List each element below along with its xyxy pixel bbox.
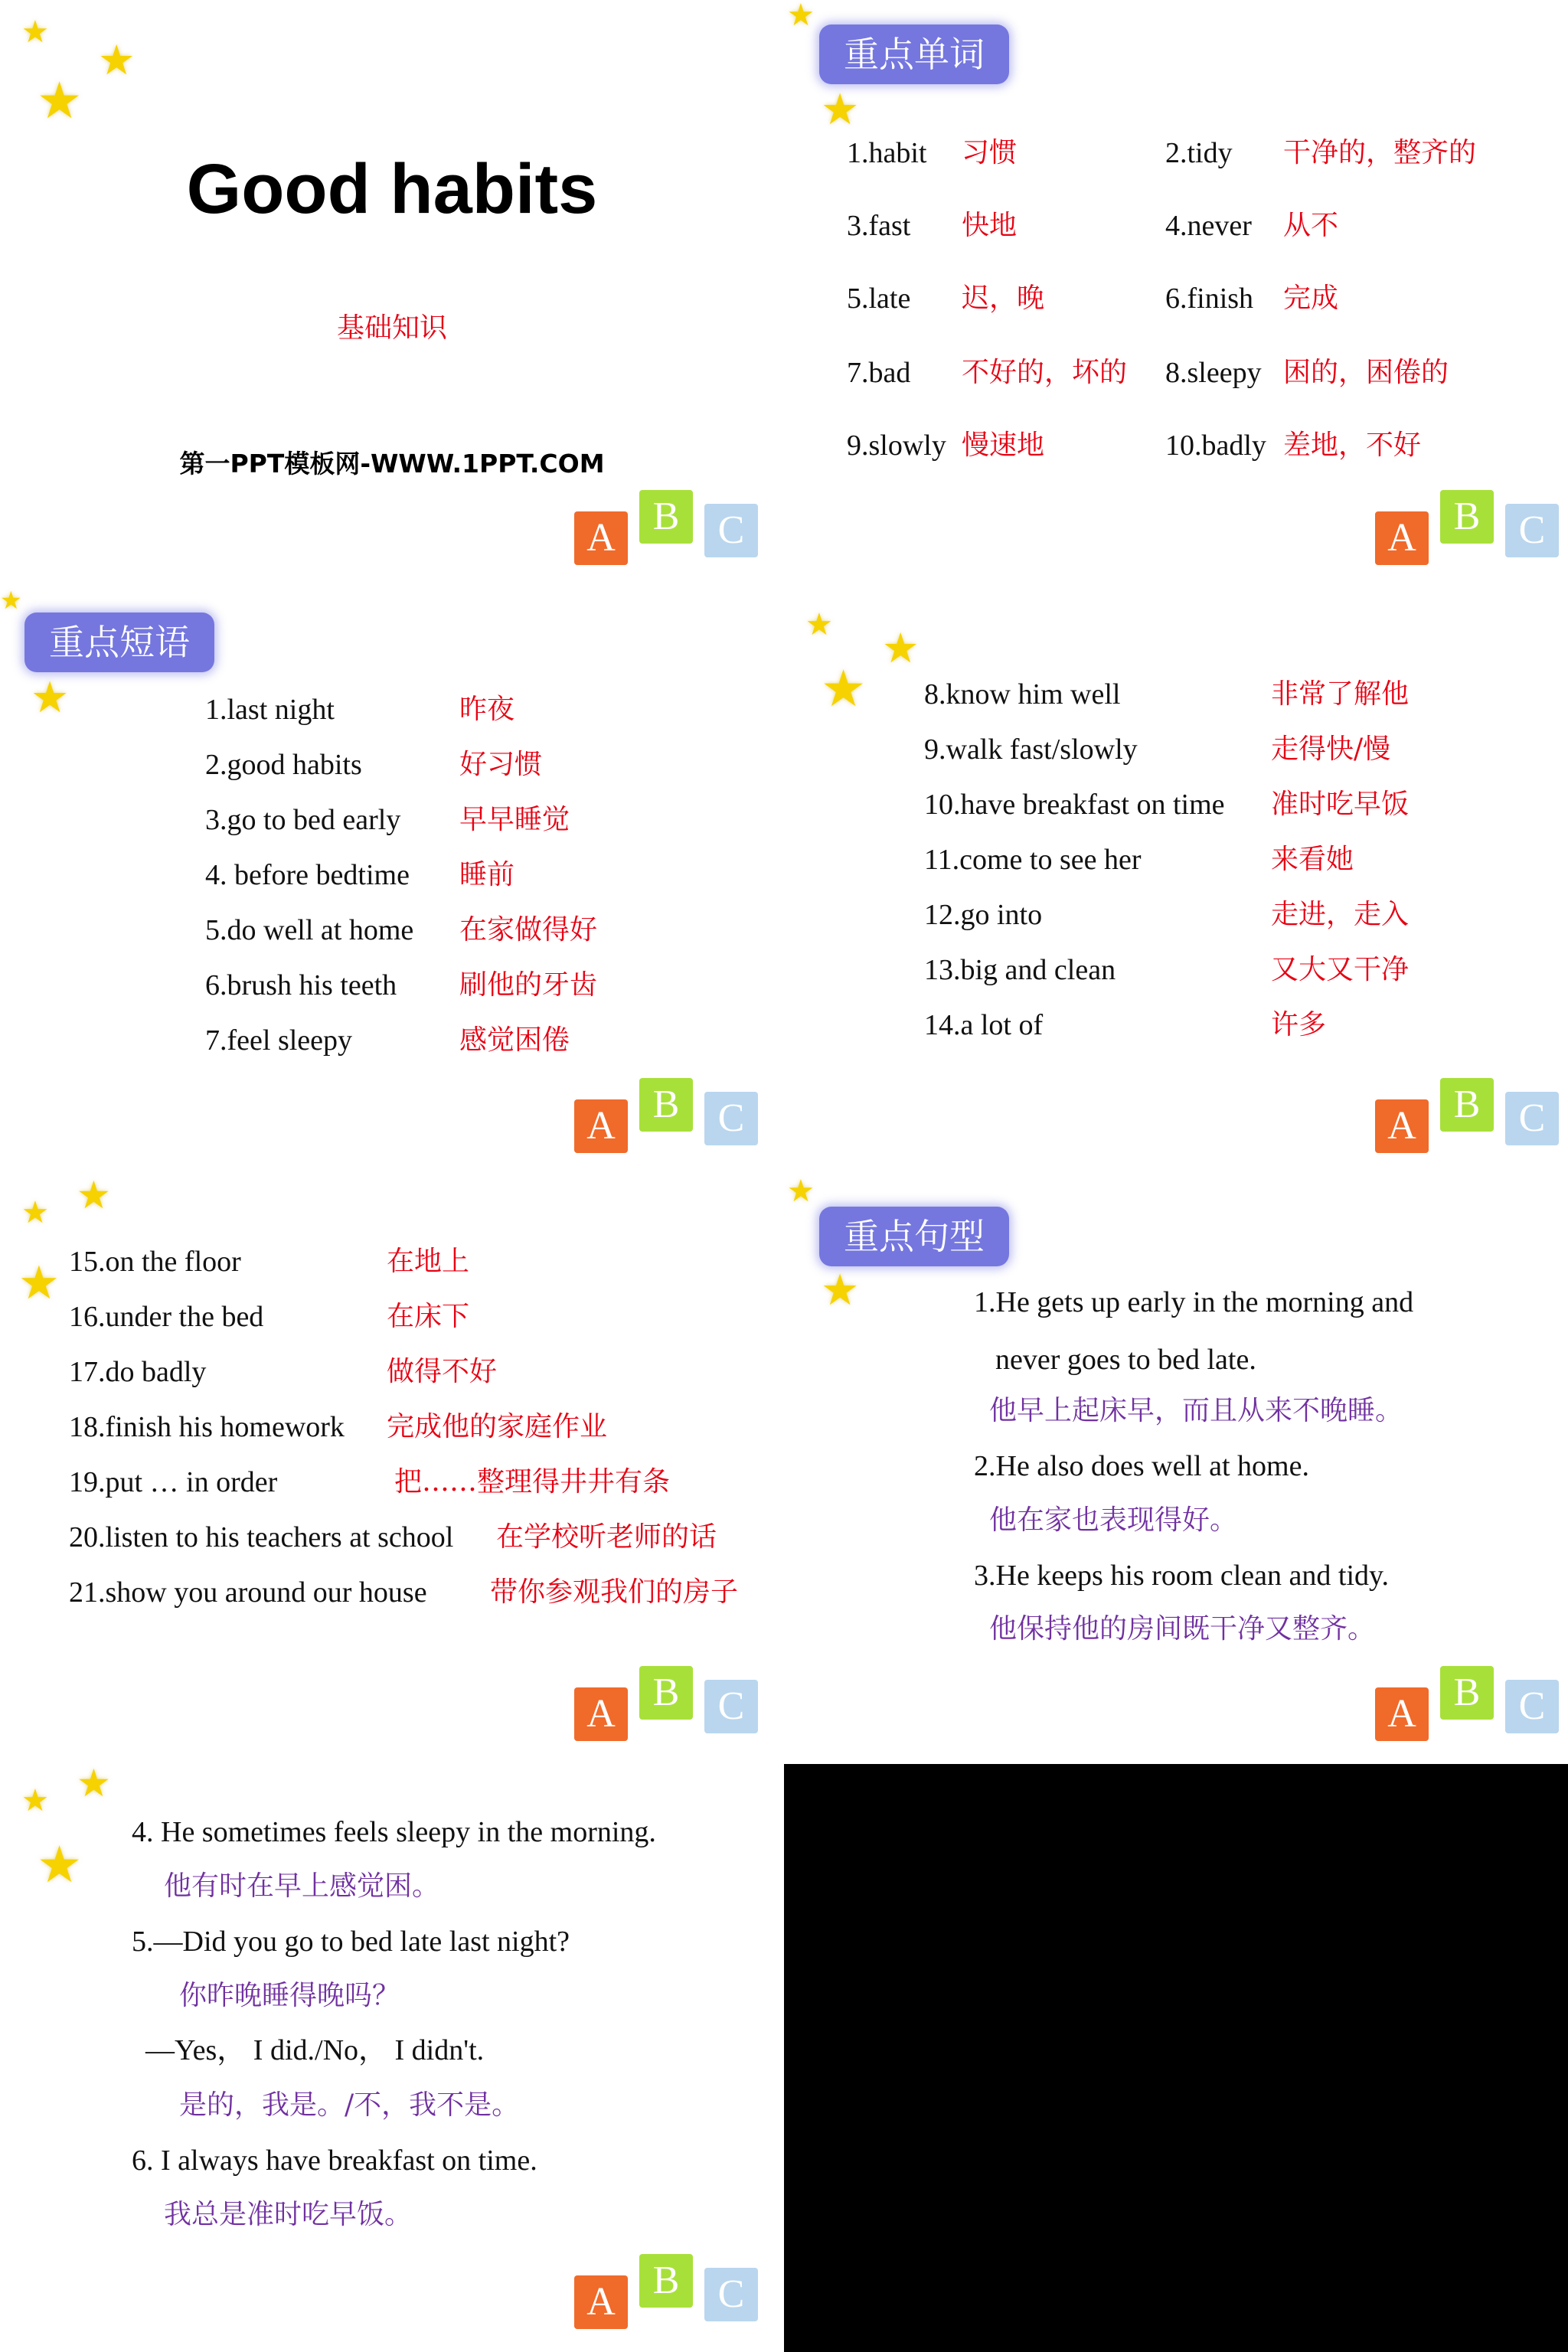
word-english: 9.slowly (847, 430, 946, 462)
sentence-english: 4. He sometimes feels sleepy in the morning. (132, 1816, 656, 1848)
slide-title (0, 0, 784, 588)
phrase-chinese: 睡前 (459, 859, 515, 890)
phrase-english: 12.go into (924, 899, 1043, 931)
star-icon: ★ (37, 74, 83, 129)
phrase-chinese: 刷他的牙齿 (459, 969, 598, 1001)
star-icon: ★ (37, 1838, 83, 1893)
site-watermark: 第一PPT模板网-WWW.1PPT.COM (179, 449, 605, 479)
block-b-icon: B (639, 1078, 693, 1132)
phrase-english: 10.have breakfast on time (924, 789, 1225, 821)
block-b-icon: B (1440, 490, 1494, 544)
star-icon: ★ (882, 626, 920, 671)
phrase-chinese: 在床下 (387, 1301, 470, 1332)
star-icon: ★ (787, 0, 815, 32)
abc-blocks (1375, 1078, 1568, 1162)
star-icon: ★ (821, 1267, 860, 1315)
phrase-chinese: 做得不好 (387, 1356, 498, 1387)
sentence-english: 5.—Did you go to bed late last night? (132, 1926, 570, 1958)
empty-black-area (784, 1764, 1568, 2352)
phrase-english: 9.walk fast/slowly (924, 733, 1138, 766)
block-c-icon: C (704, 1680, 758, 1733)
word-english: 6.finish (1165, 283, 1254, 315)
word-english: 5.late (847, 283, 911, 315)
block-a-icon: A (1375, 1687, 1429, 1741)
word-english: 8.sleepy (1165, 357, 1262, 389)
star-icon: ★ (31, 675, 70, 722)
abc-blocks (574, 490, 773, 574)
phrase-chinese: 完成他的家庭作业 (387, 1411, 608, 1442)
sentence-english: 1.He gets up early in the morning and (974, 1286, 1414, 1318)
slide-title-heading: Good habits (186, 150, 598, 228)
phrase-chinese: 走得快/慢 (1271, 733, 1391, 765)
phrase-chinese: 非常了解他 (1271, 678, 1410, 710)
phrase-english: 14.a lot of (924, 1009, 1044, 1041)
phrase-english: 17.do badly (69, 1356, 207, 1388)
phrase-chinese: 在地上 (387, 1246, 470, 1277)
star-icon: ★ (18, 1258, 60, 1308)
phrase-english: 18.finish his homework (69, 1411, 345, 1443)
word-english: 7.bad (847, 357, 911, 389)
word-english: 2.tidy (1165, 137, 1233, 169)
phrase-english: 2.good habits (205, 749, 362, 781)
word-chinese: 快地 (962, 210, 1018, 241)
word-chinese: 干净的，整齐的 (1283, 137, 1477, 168)
phrase-english: 1.last night (205, 694, 335, 726)
star-icon: ★ (21, 1783, 49, 1818)
block-a-icon: A (1375, 511, 1429, 565)
sentence-chinese: 他早上起床早，而且从来不晚睡。 (989, 1395, 1403, 1426)
phrase-chinese: 把……整理得井井有条 (394, 1466, 671, 1498)
phrase-chinese: 又大又干净 (1271, 954, 1410, 985)
slide-key-sentences-2 (0, 1764, 784, 2352)
phrase-chinese: 许多 (1271, 1009, 1327, 1040)
word-chinese: 习惯 (962, 137, 1018, 168)
word-english: 1.habit (847, 137, 927, 169)
star-icon: ★ (21, 1195, 49, 1230)
slide-key-phrases-2 (784, 588, 1568, 1176)
section-badge: 重点短语 (24, 612, 214, 672)
sentence-english: 3.He keeps his room clean and tidy. (974, 1560, 1390, 1592)
block-c-icon: C (704, 1092, 758, 1145)
star-icon: ★ (821, 87, 860, 134)
block-b-icon: B (639, 490, 693, 544)
block-c-icon: C (704, 2268, 758, 2321)
phrase-chinese: 带你参观我们的房子 (490, 1576, 739, 1608)
phrase-english: 13.big and clean (924, 954, 1116, 986)
word-english: 4.never (1165, 210, 1252, 242)
phrase-english: 15.on the floor (69, 1246, 241, 1278)
star-icon: ★ (77, 1764, 111, 1805)
block-b-icon: B (639, 1666, 693, 1720)
sentence-chinese: 他保持他的房间既干净又整齐。 (989, 1613, 1376, 1645)
phrase-chinese: 准时吃早饭 (1271, 789, 1410, 820)
word-english: 3.fast (847, 210, 911, 242)
phrase-chinese: 昨夜 (459, 694, 515, 725)
block-b-icon: B (1440, 1078, 1494, 1132)
sentence-english: 6. I always have breakfast on time. (132, 2145, 537, 2177)
block-a-icon: A (574, 2275, 628, 2329)
slide-key-sentences (784, 1176, 1568, 1764)
word-english: 10.badly (1165, 430, 1266, 462)
sentence-english: —Yes， I did./No， I didn't. (145, 2034, 485, 2066)
phrase-english: 7.feel sleepy (205, 1024, 353, 1057)
slide-key-phrases-3 (0, 1176, 784, 1764)
phrase-english: 19.put … in order (69, 1466, 278, 1498)
phrase-english: 11.come to see her (924, 844, 1142, 876)
block-a-icon: A (574, 511, 628, 565)
block-b-icon: B (639, 2254, 693, 2308)
phrase-english: 8.know him well (924, 678, 1121, 710)
block-c-icon: C (1505, 1092, 1559, 1145)
block-c-icon: C (1505, 1680, 1559, 1733)
phrase-english: 5.do well at home (205, 914, 414, 946)
star-icon: ★ (21, 15, 49, 49)
block-a-icon: A (574, 1687, 628, 1741)
star-icon: ★ (98, 38, 136, 83)
phrase-chinese: 好习惯 (459, 749, 543, 780)
section-badge: 重点句型 (819, 1207, 1009, 1266)
sentence-english: 2.He also does well at home. (974, 1450, 1309, 1482)
section-badge: 重点单词 (819, 24, 1009, 84)
abc-blocks (574, 1078, 773, 1162)
star-icon: ★ (0, 588, 22, 614)
phrase-english: 6.brush his teeth (205, 969, 397, 1001)
phrase-chinese: 走进，走入 (1271, 899, 1410, 930)
slide-key-phrases (0, 588, 784, 1176)
block-c-icon: C (704, 504, 758, 557)
phrase-chinese: 早早睡觉 (459, 804, 570, 835)
sentence-chinese: 是的，我是。/不，我不是。 (179, 2089, 520, 2121)
phrase-english: 21.show you around our house (69, 1576, 427, 1609)
sentence-chinese: 我总是准时吃早饭。 (164, 2199, 413, 2230)
sentence-chinese: 他在家也表现得好。 (989, 1504, 1238, 1536)
word-chinese: 迟，晚 (962, 283, 1045, 314)
abc-blocks (574, 2254, 773, 2338)
phrase-chinese: 在家做得好 (459, 914, 598, 946)
star-icon: ★ (805, 607, 833, 642)
block-c-icon: C (1505, 504, 1559, 557)
word-chinese: 差地，不好 (1283, 430, 1422, 461)
abc-blocks (1375, 490, 1568, 574)
block-b-icon: B (1440, 1666, 1494, 1720)
word-chinese: 完成 (1283, 283, 1339, 314)
phrase-chinese: 在学校听老师的话 (496, 1521, 717, 1553)
phrase-english: 20.listen to his teachers at school (69, 1521, 454, 1553)
slide-subtitle: 基础知识 (336, 312, 447, 344)
star-icon: ★ (821, 662, 867, 717)
phrase-chinese: 来看她 (1271, 844, 1354, 875)
word-chinese: 不好的，坏的 (962, 357, 1128, 388)
abc-blocks (574, 1666, 773, 1750)
phrase-chinese: 感觉困倦 (459, 1024, 570, 1056)
star-icon: ★ (77, 1176, 111, 1217)
sentence-english: never goes to bed late. (995, 1344, 1256, 1376)
word-chinese: 从不 (1283, 210, 1339, 241)
block-a-icon: A (574, 1099, 628, 1153)
abc-blocks (1375, 1666, 1568, 1750)
phrase-english: 3.go to bed early (205, 804, 401, 836)
sentence-chinese: 你昨晚睡得晚吗？ (179, 1980, 400, 2011)
phrase-english: 16.under the bed (69, 1301, 264, 1333)
phrase-english: 4. before bedtime (205, 859, 410, 891)
sentence-chinese: 他有时在早上感觉困。 (164, 1870, 440, 1902)
star-icon: ★ (787, 1176, 815, 1208)
slide-key-words (784, 0, 1568, 588)
block-a-icon: A (1375, 1099, 1429, 1153)
word-chinese: 困的，困倦的 (1283, 357, 1449, 388)
word-chinese: 慢速地 (962, 430, 1045, 461)
